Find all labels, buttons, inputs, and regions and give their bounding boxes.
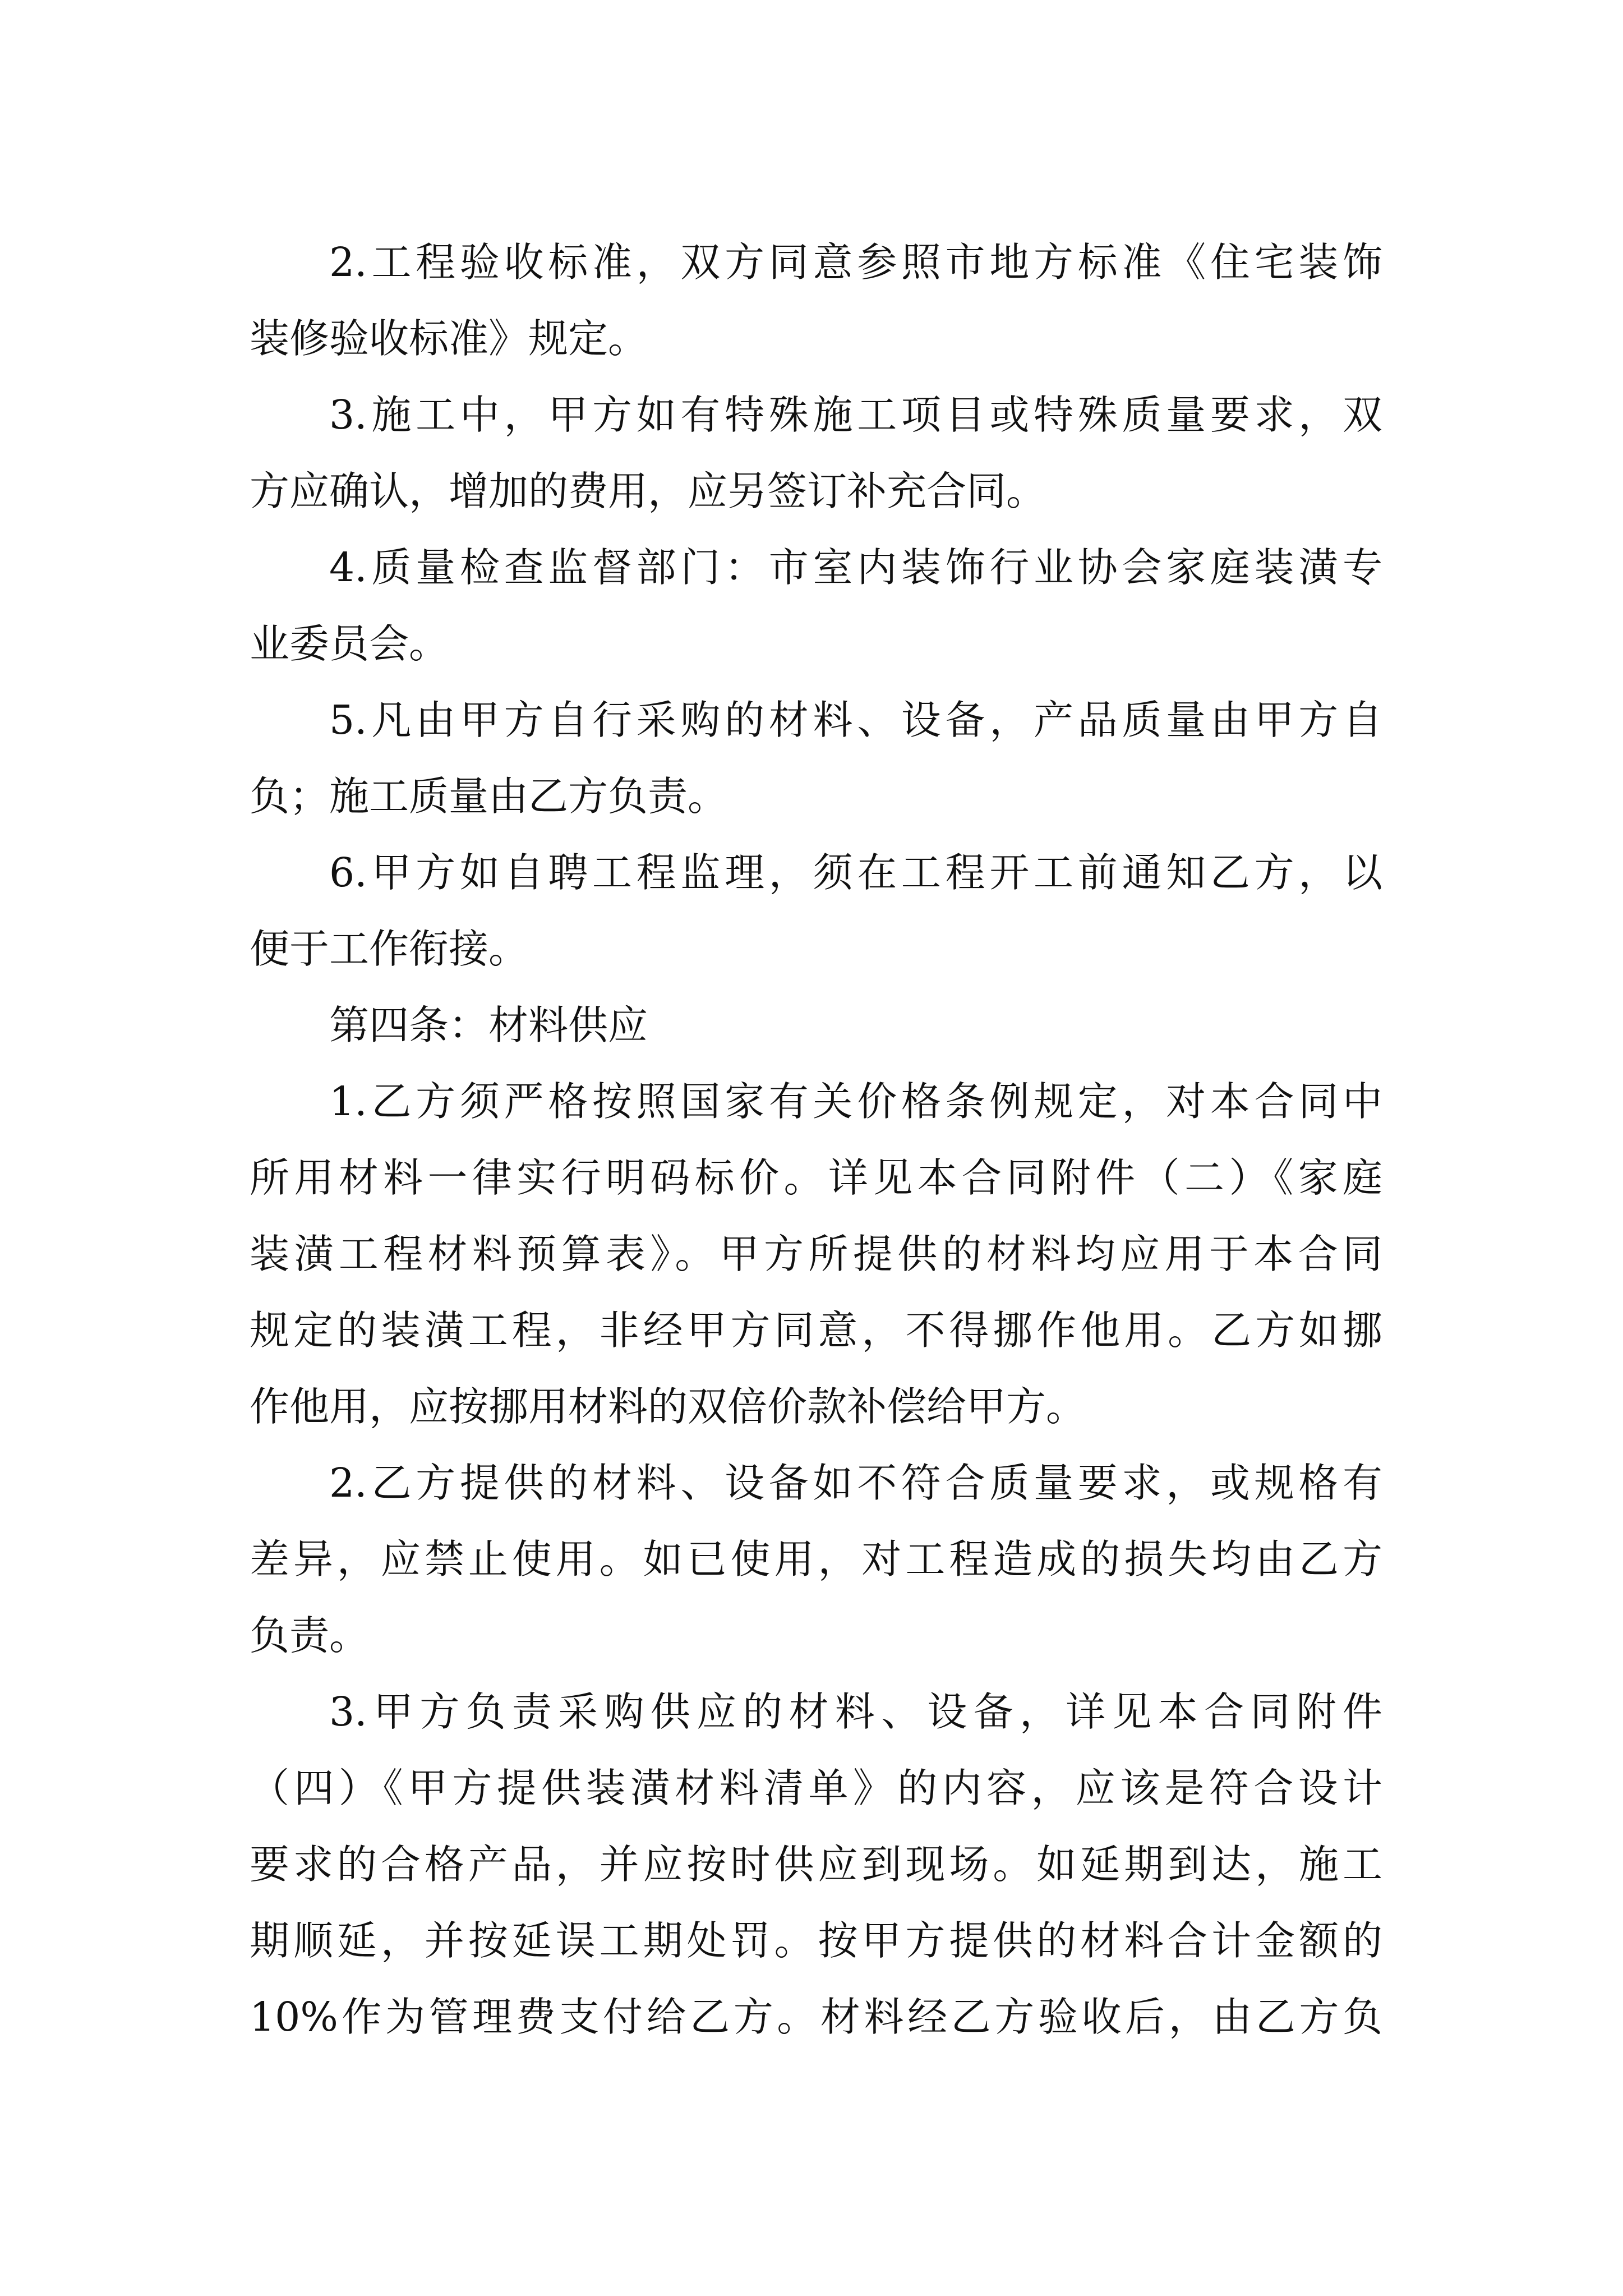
- clause-4-3-line-4: 期顺延，并按延误工期处罚。按甲方提供的材料合计金额的: [250, 1917, 1382, 1964]
- clause-3-3-line-2: 方应确认，增加的费用，应另签订补充合同。: [250, 468, 1046, 514]
- clause-4-3-line-3: 要求的合格产品，并应按时供应到现场。如延期到达，施工: [250, 1841, 1382, 1888]
- clause-3-5-line-1: 5.凡由甲方自行采购的材料、设备，产品质量由甲方自: [329, 697, 1382, 743]
- clause-3-2-line-2: 装修验收标准》规定。: [250, 315, 648, 362]
- document-body: [250, 224, 1382, 2055]
- article-4-heading: 第四条：材料供应: [329, 1002, 648, 1048]
- clause-4-3-line-5: 10%作为管理费支付给乙方。材料经乙方验收后，由乙方负: [250, 1994, 1382, 2040]
- clause-4-1-line-2: 所用材料一律实行明码标价。详见本合同附件（二）《家庭: [250, 1154, 1382, 1201]
- clause-4-1-line-4: 规定的装潢工程，非经甲方同意，不得挪作他用。乙方如挪: [250, 1307, 1382, 1354]
- clause-3-6-line-2: 便于工作衔接。: [250, 926, 529, 972]
- clause-4-1-line-1: 1.乙方须严格按照国家有关价格条例规定，对本合同中: [329, 1078, 1382, 1125]
- clause-4-1-line-5: 作他用，应按挪用材料的双倍价款补偿给甲方。: [250, 1383, 1086, 1430]
- clause-4-2-line-3: 负责。: [250, 1612, 370, 1659]
- clause-3-4-line-1: 4.质量检查监督部门：市室内装饰行业协会家庭装潢专: [329, 544, 1382, 591]
- clause-3-5-line-2: 负；施工质量由乙方负责。: [250, 773, 728, 820]
- clause-3-3-line-1: 3.施工中，甲方如有特殊施工项目或特殊质量要求，双: [329, 392, 1382, 438]
- clause-3-4-line-2: 业委员会。: [250, 620, 449, 667]
- clause-3-2-line-1: 2.工程验收标准，双方同意参照市地方标准《住宅装饰: [329, 239, 1382, 286]
- clause-4-3-line-2: （四）《甲方提供装潢材料清单》的内容，应该是符合设计: [250, 1765, 1382, 1811]
- clause-4-2-line-1: 2.乙方提供的材料、设备如不符合质量要求，或规格有: [329, 1460, 1382, 1506]
- clause-4-2-line-2: 差异，应禁止使用。如已使用，对工程造成的损失均由乙方: [250, 1536, 1382, 1582]
- clause-3-6-line-1: 6.甲方如自聘工程监理，须在工程开工前通知乙方，以: [329, 849, 1382, 896]
- clause-4-3-line-1: 3.甲方负责采购供应的材料、设备，详见本合同附件: [329, 1688, 1382, 1735]
- clause-4-1-line-3: 装潢工程材料预算表》。甲方所提供的材料均应用于本合同: [250, 1231, 1382, 1277]
